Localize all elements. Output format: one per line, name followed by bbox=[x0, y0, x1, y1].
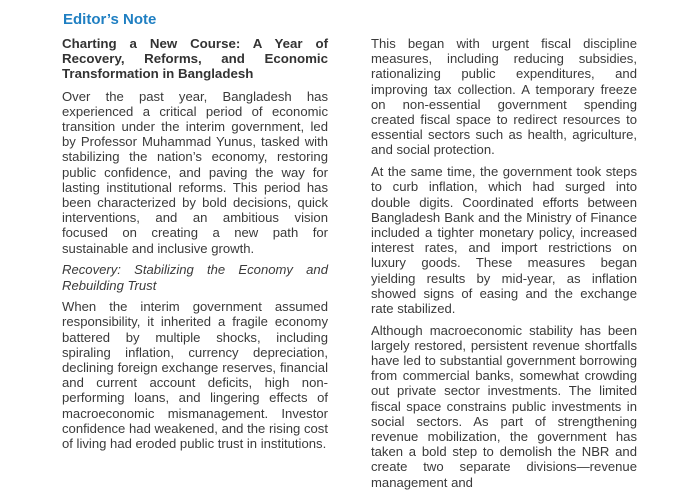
left-column bbox=[62, 36, 328, 458]
intro-paragraph: Over the past year, Bangladesh has experienced a critical period of economic transition under the interim government, led by Professor Muhammad Yunus, tasked with stabilizing the nation’s economy, restoring public confidence, and paving the way for lasting institutional reforms. This period has been characterized by bold decisions, quick interventions, and an ambitious vision focused on creating a new path for sustainable and inclusive growth. bbox=[62, 88, 328, 256]
body-paragraph: Although macroeconomic stability has been largely restored, persistent revenue shortfalls have led to substantial government borrowing from commercial banks, somewhat crowding out private sector investments. The limited fiscal space constrains public investments in social sectors. As part of strengthening revenue mobilization, the government has taken a bold step to demolish the NBR and create two separate divisions—revenue management and bbox=[371, 322, 637, 490]
subheading: Recovery: Stabilizing the Economy and Rebuilding Trust bbox=[62, 262, 328, 293]
section-label: Editor’s Note bbox=[63, 11, 157, 28]
body-paragraph: This began with urgent fiscal discipline measures, including reducing subsidies, rationalizing public expenditures, and improving tax collection. A temporary freeze on non-essential government spending created fiscal space to redirect resources to essential sectors such as health, agriculture, and social protection. bbox=[371, 36, 637, 158]
article-title: Charting a New Course: A Year of Recovery, Reforms, and Economic Transformation in Bangladesh bbox=[62, 36, 328, 82]
body-paragraph: At the same time, the government took steps to curb inflation, which had surged into double digits. Coordinated efforts between Bangladesh Bank and the Ministry of Finance included a tighter monetary policy, increased interest rates, and import restrictions on luxury goods. These measures began yielding results by mid-year, as inflation showed signs of easing and the exchange rate stabilized. bbox=[371, 164, 637, 316]
right-column bbox=[371, 36, 637, 496]
body-paragraph: When the interim government assumed responsibility, it inherited a fragile economy battered by multiple shocks, including spiraling inflation, currency depreciation, declining foreign exchange reserves, financial and current account deficits, high non-performing loans, and lingering effects of macroeconomic mismanagement. Investor confidence had weakened, and the rising cost of living had eroded public trust in institutions. bbox=[62, 299, 328, 452]
